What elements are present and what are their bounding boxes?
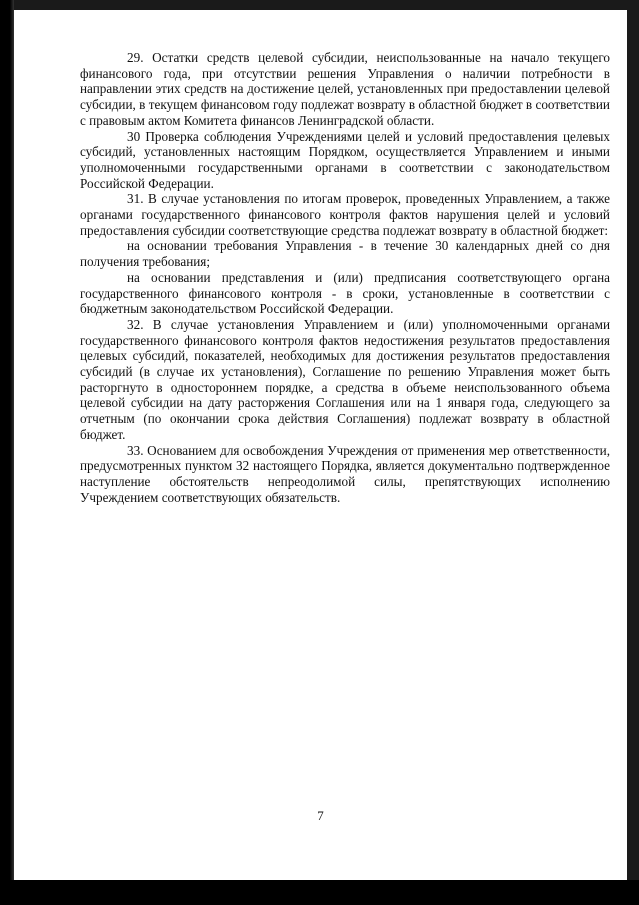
document-body	[80, 50, 610, 505]
paragraph-30: 30 Проверка соблюдения Учреждениями целей и условий предоставления целевых субсидий, установленных настоящим Порядком, осуществляется Управлением и иными уполномоченными государственными органами в соответствии с законодательством Российской Федерации.	[80, 128, 610, 191]
paragraph-33: 33. Основанием для освобождения Учреждения от применения мер ответственности, предусмотренных пунктом 32 настоящего Порядка, является документально подтвержденное наступление обстоятельств непреодолимой силы, препятствующих исполнению Учреждением соответствующих обязательств.	[80, 442, 610, 505]
paragraph-31: 31. В случае установления по итогам проверок, проведенных Управлением, а также органами государственного финансового контроля фактов нарушения целей и условий предоставления субсидии соответствующие средства подлежат возврату в областной бюджет:	[80, 191, 610, 238]
paragraph-31-item-2: на основании представления и (или) предписания соответствующего органа государственного финансового контроля - в сроки, установленные в соответствии с бюджетным законодательством Российской Федерации.	[80, 269, 610, 317]
scan-border-left	[0, 0, 14, 905]
page-number: 7	[317, 808, 324, 823]
paragraph-31-item-1: на основании требования Управления - в течение 30 календарных дней со дня получения требования;	[80, 238, 610, 270]
paragraph-29: 29. Остатки средств целевой субсидии, неиспользованные на начало текущего финансового года, при отсутствии решения Управления о наличии потребности в направлении этих средств на достижение целей, установленных при предоставлении целевой субсидии, в текущем финансовом году подлежат возврату в областной бюджет в соответствии с правовым актом Комитета финансов Ленинградской области.	[80, 50, 610, 128]
paragraph-32: 32. В случае установления Управлением и (или) уполномоченными органами государственного финансового контроля фактов недостижения результатов предоставления целевых субсидий, показателей, необходимых для достижения результатов предоставления субсидий (в случае их установления), Соглашение по решению Управления может быть расторгнуто в одностороннем порядке, а средства в объеме неиспользованного объема целевой субсидии на дату расторжения Соглашения или на 1 января года, следующего за отчетным (по окончании срока действия Соглашения) подлежат возврату в областной бюджет.	[80, 316, 610, 442]
document-page	[14, 10, 627, 880]
scan-border-bottom	[0, 880, 639, 905]
